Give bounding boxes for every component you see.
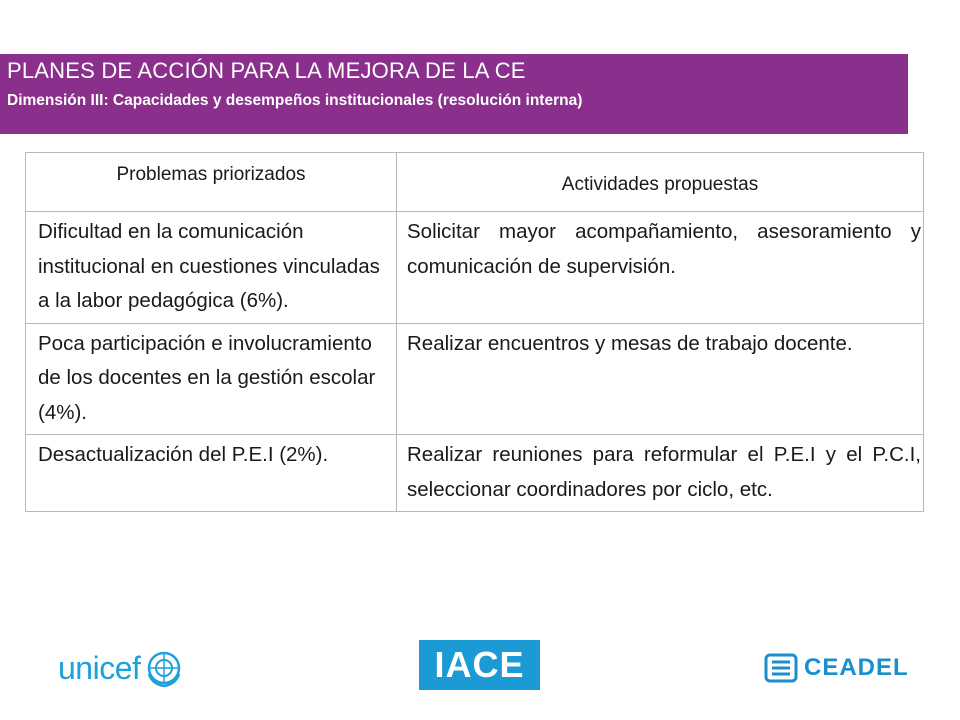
unicef-wordmark: unicef <box>58 649 141 686</box>
ceadel-mark-icon <box>764 653 798 683</box>
problem-cell: Desactualización del P.E.I (2%). <box>26 435 397 512</box>
slide-subtitle: Dimensión III: Capacidades y desempeños institucionales (resolución interna) <box>7 92 583 109</box>
table-header-row <box>26 153 924 212</box>
slide-title: PLANES DE ACCIÓN PARA LA MEJORA DE LA CE <box>7 58 526 83</box>
un-emblem-icon <box>144 648 184 688</box>
header-problems: Problemas priorizados <box>26 153 397 212</box>
title-banner <box>0 54 908 134</box>
action-plan-table <box>25 152 924 512</box>
table-row <box>26 435 924 512</box>
ceadel-wordmark: CEADEL <box>804 654 909 681</box>
activity-cell: Realizar reuniones para reformular el P.E.I y el P.C.I, seleccionar coordinadores por ciclo, etc. <box>397 435 924 512</box>
problem-cell: Poca participación e involucramiento de los docentes en la gestión escolar (4%). <box>26 323 397 435</box>
activity-cell: Realizar encuentros y mesas de trabajo docente. <box>397 323 924 435</box>
unicef-logo <box>58 648 184 688</box>
activity-cell: Solicitar mayor acompañamiento, asesoramiento y comunicación de supervisión. <box>397 212 924 324</box>
header-activities: Actividades propuestas <box>397 153 924 212</box>
ceadel-logo <box>764 650 909 686</box>
iace-logo: IACE <box>419 640 540 690</box>
table-row <box>26 212 924 324</box>
problem-cell: Dificultad en la comunicación institucional en cuestiones vinculadas a la labor pedagógica (6%). <box>26 212 397 324</box>
table-row <box>26 323 924 435</box>
